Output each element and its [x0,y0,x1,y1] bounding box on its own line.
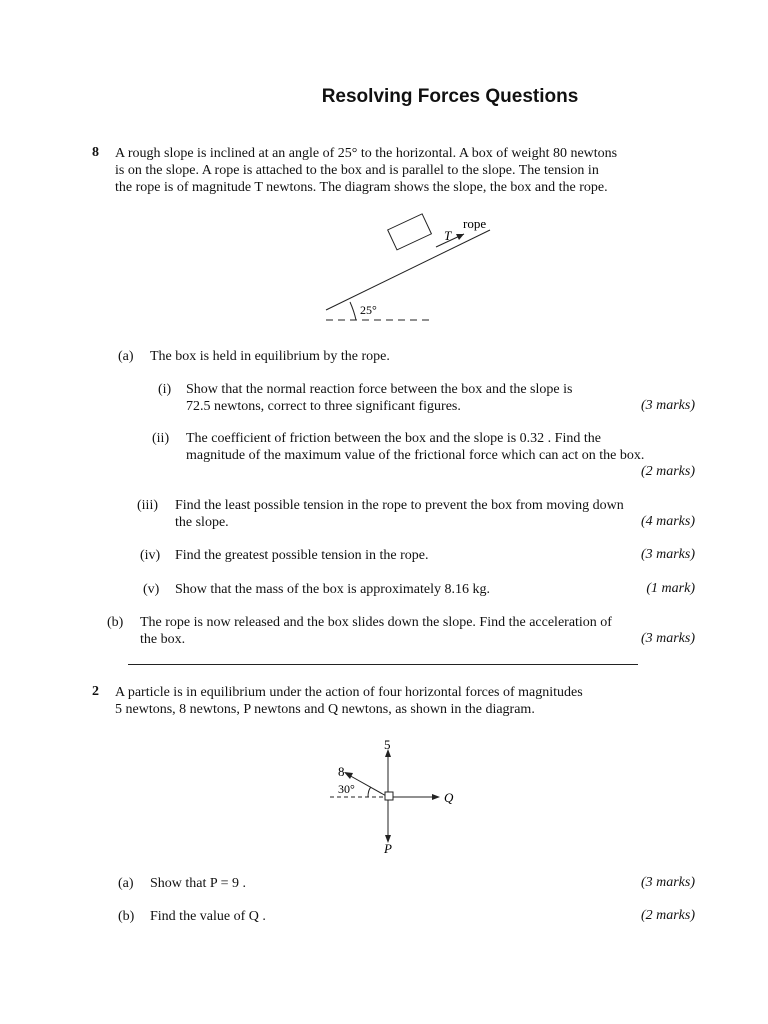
angle-label: 25° [360,303,377,317]
section-divider [128,664,638,665]
question-8-number: 8 [92,145,99,160]
subpart-iii-label: (iii) [137,498,158,513]
angle-30-arc [368,787,371,797]
subpart-iii-marks: (4 marks) [640,514,695,529]
angle-30-label: 30° [338,782,355,796]
subpart-i-line-1: Show that the normal reaction force between the box and the slope is [186,382,573,397]
subpart-ii-line-1: The coefficient of friction between the box and the slope is 0.32 . Find the [186,431,601,446]
subpart-ii-line-2: magnitude of the maximum value of the frictional force which can act on the box. [186,448,645,463]
part-b-label: (b) [107,615,124,630]
force-q-arrowhead [432,794,440,800]
subpart-iii-line-2: the slope. [175,515,229,530]
forces-diagram [320,735,470,855]
question-2-number: 2 [92,684,99,699]
box [388,214,432,250]
q2-part-b-marks: (2 marks) [640,908,695,923]
question-2-intro-line-2: 5 newtons, 8 newtons, P newtons and Q newtons, as shown in the diagram. [115,702,535,717]
subpart-v-line-1: Show that the mass of the box is approximately 8.16 kg. [175,582,490,597]
q2-part-b-label: (b) [118,909,135,924]
subpart-v-label: (v) [143,582,160,597]
part-b-line-2: the box. [140,632,186,647]
subpart-ii-label: (ii) [152,431,170,446]
subpart-i-label: (i) [158,382,172,397]
force-8-label: 8 [338,764,345,779]
slope-diagram [310,210,520,330]
part-a-text: The box is held in equilibrium by the rope. [150,349,390,364]
subpart-v-marks: (1 mark) [646,581,695,596]
question-8-intro-line-3: the rope is of magnitude T newtons. The diagram shows the slope, the box and the rope. [115,180,608,195]
force-p-label: P [384,841,392,855]
subpart-iii-line-1: Find the least possible tension in the rope to prevent the box from moving down [175,498,624,513]
part-a-label: (a) [118,349,134,364]
tension-label: T [444,228,452,243]
force-q-label: Q [444,790,454,805]
subpart-ii-marks: (2 marks) [640,464,695,479]
subpart-i-line-2: 72.5 newtons, correct to three significant figures. [186,399,461,414]
q2-part-a-text: Show that P = 9 . [150,876,247,891]
particle [385,792,393,800]
subpart-i-marks: (3 marks) [640,398,695,413]
angle-arc [350,302,356,320]
question-2-intro-line-1: A particle is in equilibrium under the action of four horizontal forces of magnitudes [115,685,583,700]
subpart-iv-line-1: Find the greatest possible tension in the rope. [175,548,429,563]
rope-label: rope [463,216,487,231]
question-8-intro-line-1: A rough slope is inclined at an angle of 25° to the horizontal. A box of weight 80 newtons [115,146,618,161]
page-title: Resolving Forces Questions [321,86,579,107]
question-8-intro-line-2: is on the slope. A rope is attached to the box and is parallel to the slope. The tension in [115,163,599,178]
subpart-iv-marks: (3 marks) [640,547,695,562]
force-8-arrowhead [344,772,353,779]
q2-part-b-text: Find the value of Q . [150,909,266,924]
force-5-label: 5 [384,737,391,752]
q2-part-a-marks: (3 marks) [640,875,695,890]
part-b-line-1: The rope is now released and the box slides down the slope. Find the acceleration of [140,615,612,630]
subpart-iv-label: (iv) [140,548,161,563]
q2-part-a-label: (a) [118,876,134,891]
part-b-marks: (3 marks) [640,631,695,646]
